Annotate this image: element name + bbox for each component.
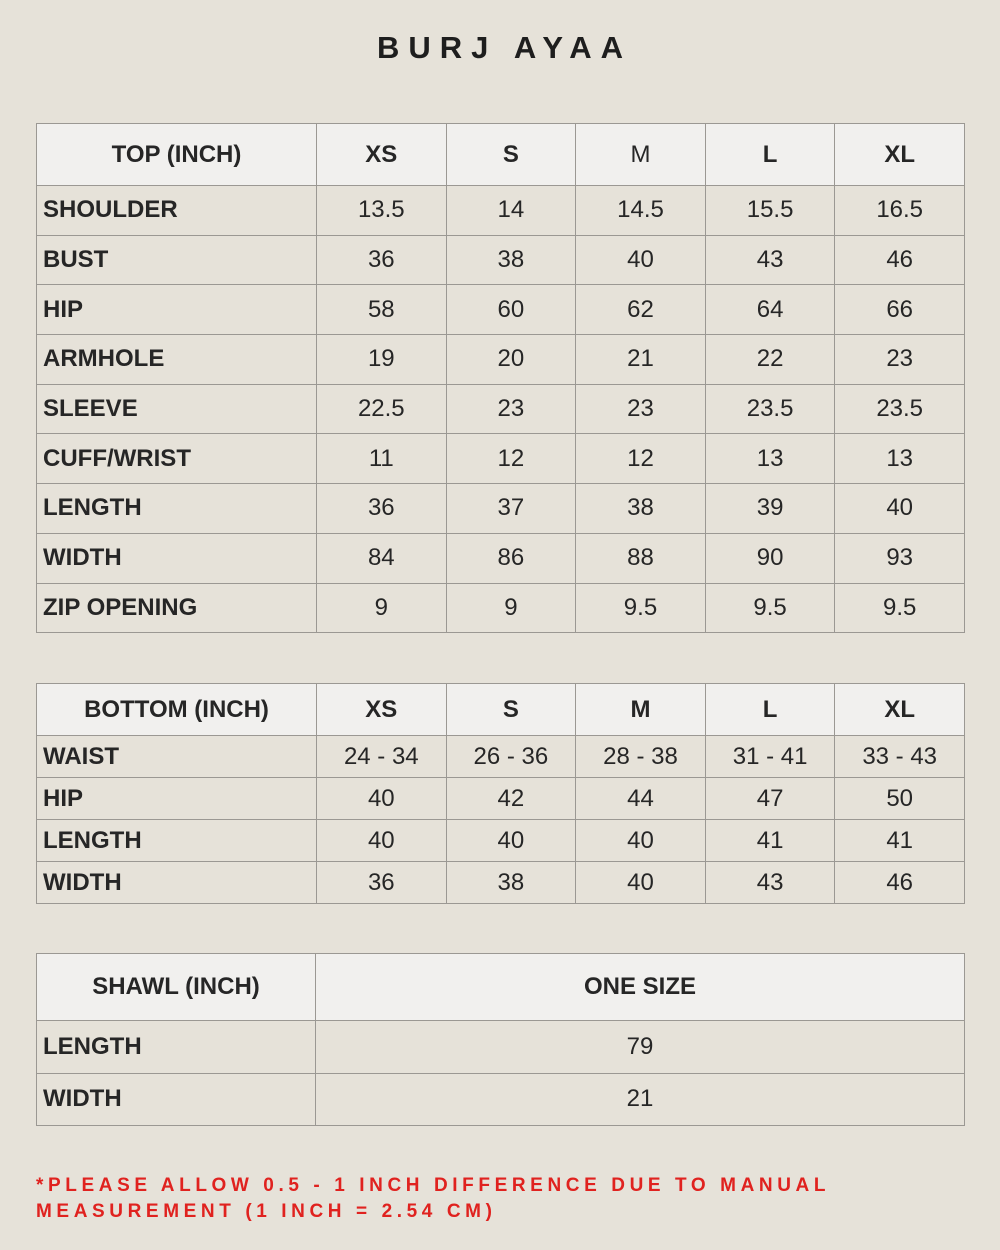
top-size-table: [36, 123, 965, 633]
cell-value: 9: [317, 583, 447, 633]
cell-value: 47: [705, 778, 835, 820]
cell-value: 23.5: [705, 384, 835, 434]
table-row: [37, 736, 965, 778]
cell-value: 11: [317, 434, 447, 484]
row-label: SLEEVE: [37, 384, 317, 434]
cell-value: 15.5: [705, 186, 835, 236]
row-label: CUFF/WRIST: [37, 434, 317, 484]
table-row: [37, 285, 965, 335]
size-l-header: L: [705, 684, 835, 736]
shawl-header-label: SHAWL (INCH): [37, 954, 316, 1021]
cell-value: 58: [317, 285, 447, 335]
cell-value: 12: [576, 434, 706, 484]
table-row: [37, 1073, 965, 1126]
bottom-header-row: [37, 684, 965, 736]
size-m-header: M: [576, 684, 706, 736]
size-s-header: S: [446, 124, 576, 186]
cell-value: 50: [835, 778, 965, 820]
cell-value: 46: [835, 862, 965, 904]
row-label: LENGTH: [37, 1021, 316, 1074]
cell-value: 36: [317, 484, 447, 534]
cell-value: 37: [446, 484, 576, 534]
cell-value: 86: [446, 533, 576, 583]
cell-value: 84: [317, 533, 447, 583]
row-label: LENGTH: [37, 484, 317, 534]
cell-value: 40: [317, 778, 447, 820]
top-header-row: [37, 124, 965, 186]
cell-value: 93: [835, 533, 965, 583]
table-row: [37, 335, 965, 385]
bottom-size-table: [36, 683, 965, 904]
table-row: [37, 533, 965, 583]
cell-value: 23: [835, 335, 965, 385]
shawl-header-row: [37, 954, 965, 1021]
table-row: [37, 820, 965, 862]
size-xl-header: XL: [835, 684, 965, 736]
bottom-header-label: BOTTOM (INCH): [37, 684, 317, 736]
cell-value: 12: [446, 434, 576, 484]
size-xs-header: XS: [317, 684, 447, 736]
cell-value: 33 - 43: [835, 736, 965, 778]
one-size-header: ONE SIZE: [316, 954, 965, 1021]
row-label: WIDTH: [37, 533, 317, 583]
size-xs-header: XS: [317, 124, 447, 186]
row-label: WIDTH: [37, 862, 317, 904]
cell-value: 44: [576, 778, 706, 820]
cell-value: 14.5: [576, 186, 706, 236]
cell-value: 40: [835, 484, 965, 534]
cell-value: 31 - 41: [705, 736, 835, 778]
table-row: [37, 583, 965, 633]
cell-value: 26 - 36: [446, 736, 576, 778]
row-label: ARMHOLE: [37, 335, 317, 385]
cell-value: 36: [317, 235, 447, 285]
cell-value: 38: [446, 862, 576, 904]
cell-value: 40: [576, 820, 706, 862]
measurement-note: *PLEASE ALLOW 0.5 - 1 INCH DIFFERENCE DUE TO MANUAL MEASUREMENT (1 INCH = 2.54 CM): [36, 1175, 830, 1222]
cell-value: 90: [705, 533, 835, 583]
cell-value: 19: [317, 335, 447, 385]
table-row: [37, 1021, 965, 1074]
cell-value: 20: [446, 335, 576, 385]
cell-value: 9.5: [705, 583, 835, 633]
cell-value: 40: [576, 235, 706, 285]
cell-value: 64: [705, 285, 835, 335]
row-label: LENGTH: [37, 820, 317, 862]
cell-value: 21: [316, 1073, 965, 1126]
cell-value: 40: [446, 820, 576, 862]
shawl-size-table: [36, 953, 965, 1126]
cell-value: 9: [446, 583, 576, 633]
row-label: HIP: [37, 778, 317, 820]
cell-value: 46: [835, 235, 965, 285]
size-s-header: S: [446, 684, 576, 736]
cell-value: 21: [576, 335, 706, 385]
table-row: [37, 862, 965, 904]
row-label: WAIST: [37, 736, 317, 778]
cell-value: 36: [317, 862, 447, 904]
table-row: [37, 235, 965, 285]
size-l-header: L: [705, 124, 835, 186]
row-label: WIDTH: [37, 1073, 316, 1126]
size-xl-header: XL: [835, 124, 965, 186]
cell-value: 38: [576, 484, 706, 534]
cell-value: 23.5: [835, 384, 965, 434]
cell-value: 43: [705, 862, 835, 904]
brand-title: BURJ AYAA: [376, 30, 632, 65]
cell-value: 9.5: [835, 583, 965, 633]
table-row: [37, 778, 965, 820]
cell-value: 14: [446, 186, 576, 236]
cell-value: 41: [705, 820, 835, 862]
size-m-header: M: [576, 124, 706, 186]
cell-value: 38: [446, 235, 576, 285]
cell-value: 28 - 38: [576, 736, 706, 778]
cell-value: 88: [576, 533, 706, 583]
table-row: [37, 484, 965, 534]
row-label: ZIP OPENING: [37, 583, 317, 633]
cell-value: 22.5: [317, 384, 447, 434]
table-row: [37, 434, 965, 484]
row-label: HIP: [37, 285, 317, 335]
table-row: [37, 186, 965, 236]
cell-value: 13: [835, 434, 965, 484]
cell-value: 9.5: [576, 583, 706, 633]
cell-value: 40: [317, 820, 447, 862]
cell-value: 41: [835, 820, 965, 862]
cell-value: 16.5: [835, 186, 965, 236]
cell-value: 43: [705, 235, 835, 285]
cell-value: 79: [316, 1021, 965, 1074]
cell-value: 13.5: [317, 186, 447, 236]
cell-value: 42: [446, 778, 576, 820]
cell-value: 39: [705, 484, 835, 534]
table-row: [37, 384, 965, 434]
cell-value: 40: [576, 862, 706, 904]
cell-value: 23: [576, 384, 706, 434]
cell-value: 23: [446, 384, 576, 434]
top-header-label: TOP (INCH): [37, 124, 317, 186]
cell-value: 60: [446, 285, 576, 335]
cell-value: 62: [576, 285, 706, 335]
cell-value: 66: [835, 285, 965, 335]
cell-value: 22: [705, 335, 835, 385]
row-label: BUST: [37, 235, 317, 285]
cell-value: 24 - 34: [317, 736, 447, 778]
cell-value: 13: [705, 434, 835, 484]
row-label: SHOULDER: [37, 186, 317, 236]
